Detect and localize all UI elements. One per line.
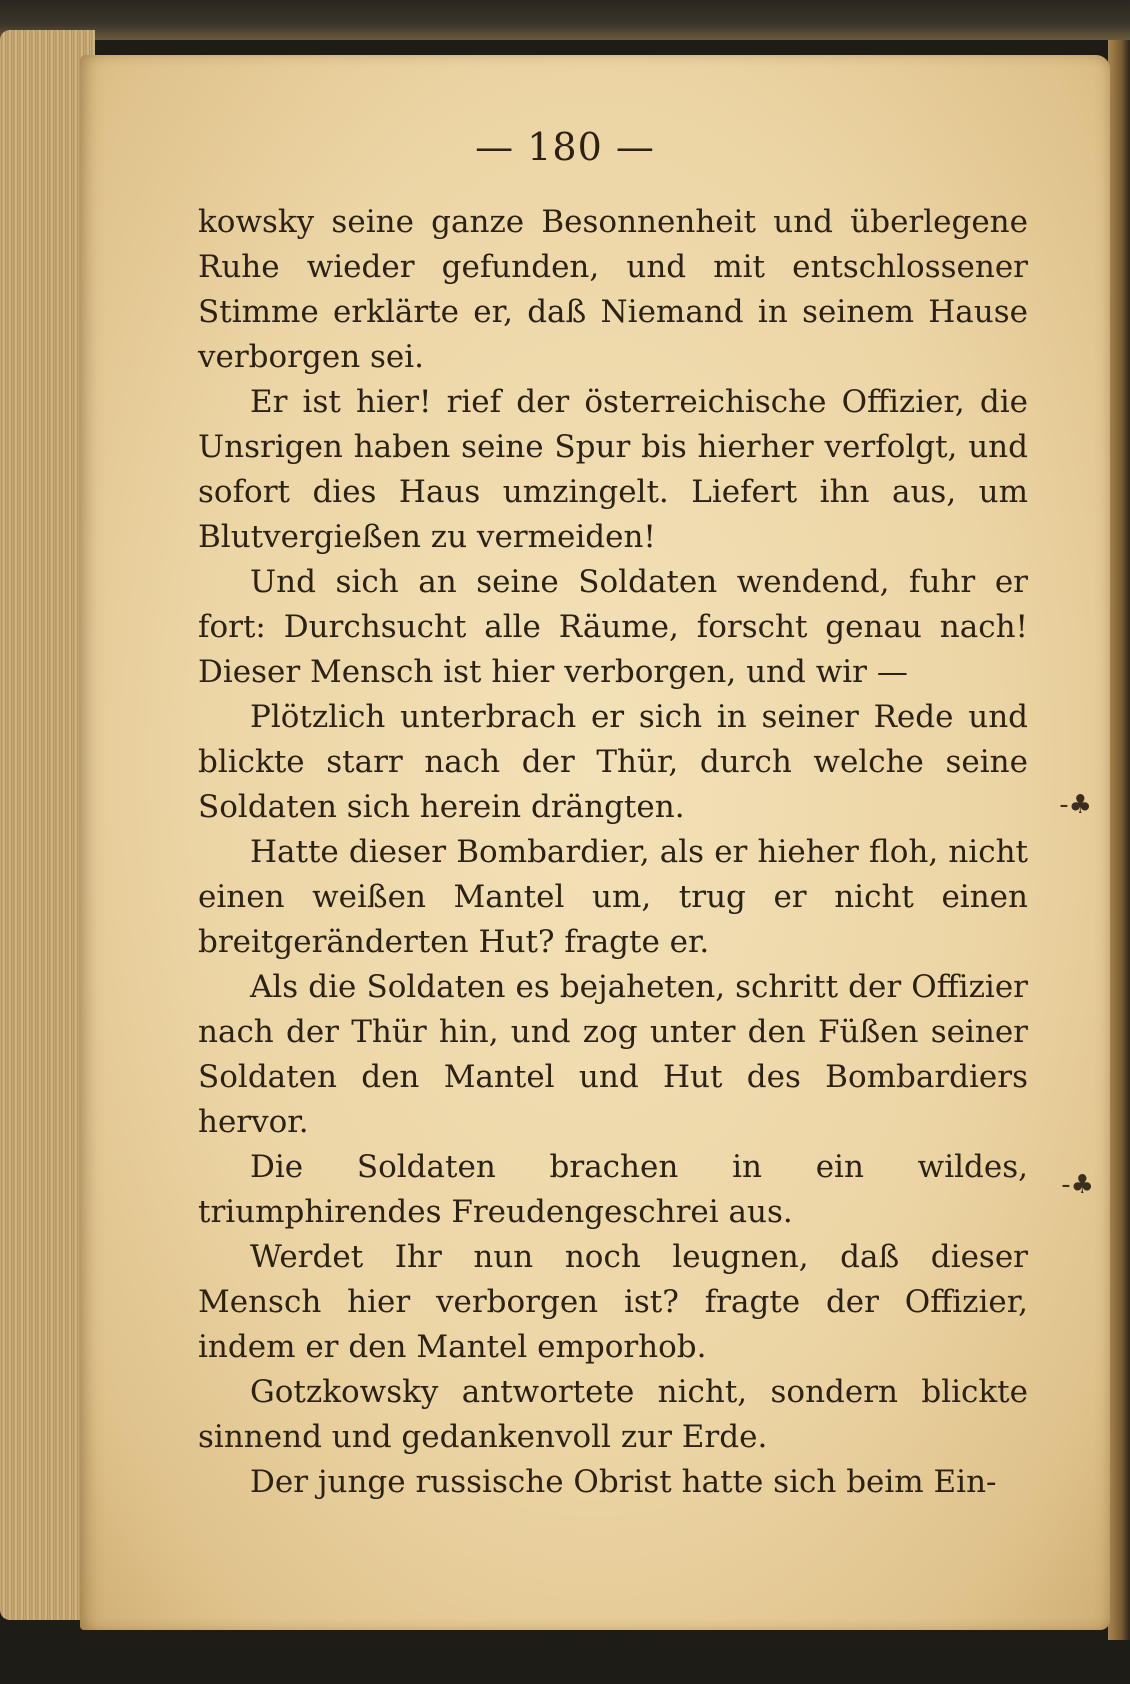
paragraph-8: Werdet Ihr nun noch leugnen, daß dieser Mensch hier verborgen ist? fragte der Offizier, indem er den Mantel emporhob.: [198, 1239, 1028, 1365]
paragraph-1: kowsky seine ganze Besonnenheit und überlegene Ruhe wieder gefunden, und mit entschlossener Stimme erklärte er, daß Niemand in seinem Hause verborgen sei.: [198, 204, 1028, 375]
paragraph-7: Die Soldaten brachen in ein wildes, triumphirendes Freudengeschrei aus.: [198, 1149, 1028, 1230]
paragraph-10: Der junge russische Obrist hatte sich beim Ein-: [250, 1464, 997, 1500]
paragraph-4: Plötzlich unterbrach er sich in seiner Rede und blickte starr nach der Thür, durch welche seine Soldaten sich herein drängten.: [198, 699, 1028, 825]
margin-mark-icon: -♣: [1059, 790, 1092, 820]
paragraph-6: Als die Soldaten es bejaheten, schritt der Offizier nach der Thür hin, und zog unter den Füßen seiner Soldaten den Mantel und Hut des Bombardiers hervor.: [198, 969, 1028, 1140]
body-text: [198, 200, 1028, 1505]
book-top-edge: [0, 0, 1130, 40]
paragraph-5: Hatte dieser Bombardier, als er hieher floh, nicht einen weißen Mantel um, trug er nicht einen breitgeränderten Hut? fragte er.: [198, 834, 1028, 960]
margin-mark-icon: -♣: [1061, 1170, 1094, 1200]
paragraph-2: Er ist hier! rief der österreichische Offizier, die Unsrigen haben seine Spur bis hierher verfolgt, und sofort dies Haus umzingelt. Liefert ihn aus, um Blutvergießen zu vermeiden!: [198, 384, 1028, 555]
book-right-rim: [1108, 40, 1130, 1640]
paragraph-3: Und sich an seine Soldaten wendend, fuhr er fort: Durchsucht alle Räume, forscht genau nach! Dieser Mensch ist hier verborgen, und wir —: [198, 564, 1028, 690]
page-number: — 180 —: [475, 125, 655, 169]
paragraph-9: Gotzkowsky antwortete nicht, sondern blickte sinnend und gedankenvoll zur Erde.: [198, 1374, 1028, 1455]
